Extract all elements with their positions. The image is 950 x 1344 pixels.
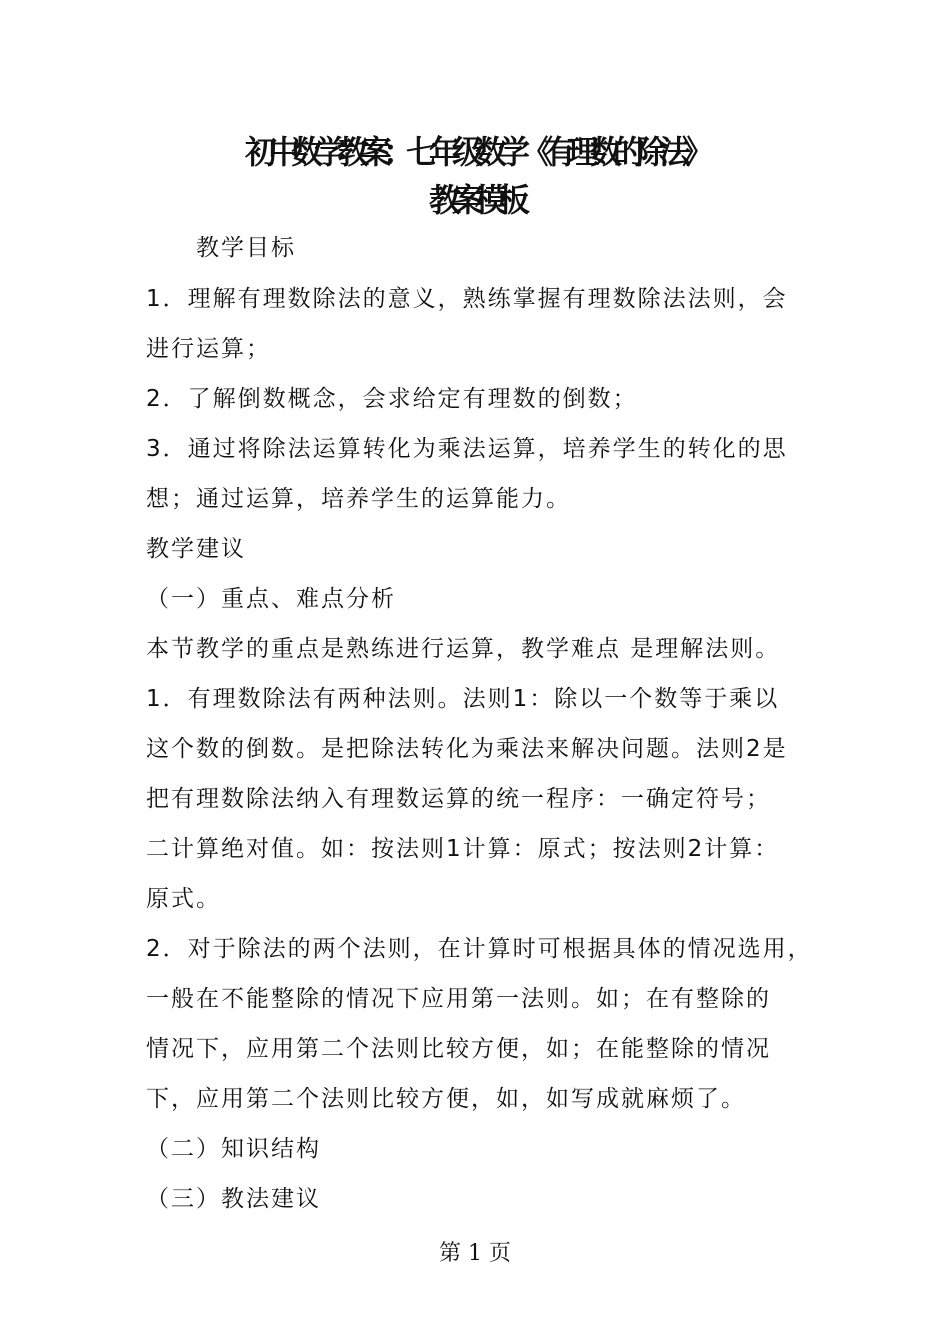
paragraph-line: 2．了解倒数概念，会求给定有理数的倒数； (146, 386, 638, 412)
subsection-heading: （二）知识结构 (146, 1136, 321, 1162)
paragraph-line: 1．有理数除法有两种法则。法则1：除以一个数等于乘以 (146, 686, 780, 712)
page-number-footer: 第 1 页 (439, 1241, 511, 1266)
paragraph-line: 把有理数除法纳入有理数运算的统一程序：一确定符号； (146, 786, 771, 812)
paragraph-line: 情况下，应用第二个法则比较方便，如；在能整除的情况 (146, 1036, 771, 1062)
subsection-heading: （三）教法建议 (146, 1186, 321, 1212)
document-title-line-1: 初中数学教案：七年级数学《有理数的除法》 (244, 133, 705, 171)
section-heading-suggestions: 教学建议 (146, 536, 246, 562)
paragraph-line: 一般在不能整除的情况下应用第一法则。如；在有整除的 (146, 986, 771, 1012)
paragraph-line: 想；通过运算，培养学生的运算能力。 (146, 486, 571, 512)
paragraph-line: 3．通过将除法运算转化为乘法运算，培养学生的转化的思 (146, 436, 788, 462)
paragraph-line: 2．对于除法的两个法则，在计算时可根据具体的情况选用， (146, 936, 813, 962)
paragraph-line: 1．理解有理数除法的意义，熟练掌握有理数除法法则，会 (146, 286, 788, 312)
paragraph-line: 下，应用第二个法则比较方便，如，如写成就麻烦了。 (146, 1086, 746, 1112)
paragraph-line: 二计算绝对值。如：按法则1计算：原式；按法则2计算： (146, 836, 780, 862)
paragraph-line: 进行运算； (146, 336, 271, 362)
paragraph-line: 这个数的倒数。是把除法转化为乘法来解决问题。法则2是 (146, 736, 788, 762)
section-heading-objectives: 教学目标 (196, 235, 296, 261)
paragraph-line: 本节教学的重点是熟练进行运算，教学难点 是理解法则。 (146, 636, 781, 662)
paragraph-line: 原式。 (146, 886, 221, 912)
subsection-heading: （一）重点、难点分析 (146, 586, 396, 612)
document-title-line-2: 教案模板 (428, 181, 521, 219)
